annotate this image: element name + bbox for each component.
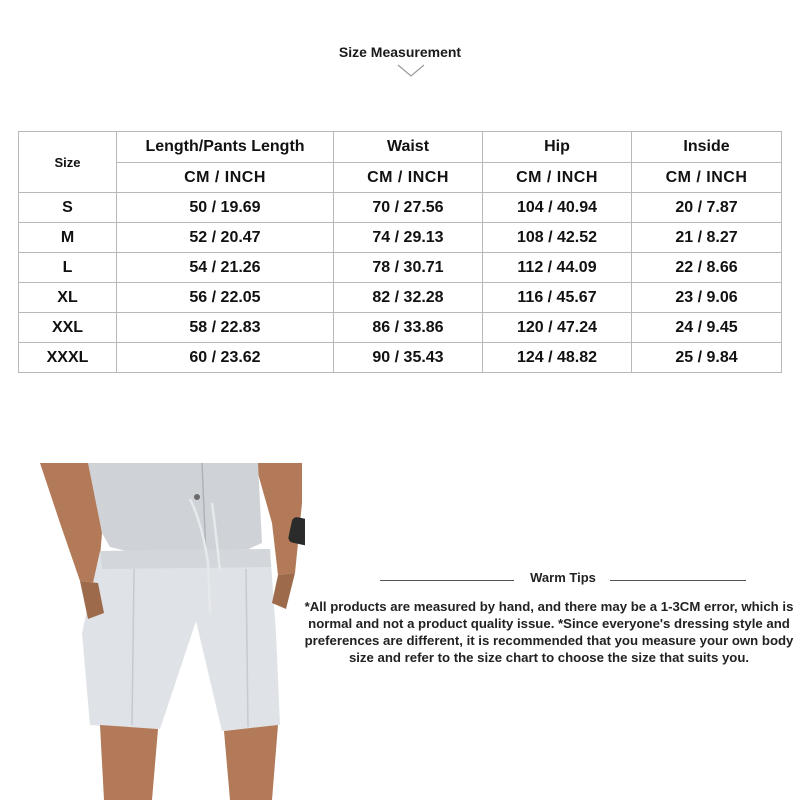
inside-cell: 24 / 9.45 bbox=[632, 313, 782, 343]
unit-header-row bbox=[19, 163, 782, 193]
hip-cell: 104 / 40.94 bbox=[483, 193, 632, 223]
size-column-header: Size bbox=[19, 132, 117, 193]
divider-right bbox=[610, 580, 746, 581]
product-photo bbox=[40, 463, 305, 800]
waist-cell: 86 / 33.86 bbox=[334, 313, 483, 343]
size-chart bbox=[18, 131, 781, 373]
waist-cell: 74 / 29.13 bbox=[334, 223, 483, 253]
column-header-length: Length/Pants Length bbox=[117, 132, 334, 163]
table-row bbox=[19, 313, 782, 343]
inside-cell: 23 / 9.06 bbox=[632, 283, 782, 313]
table-row bbox=[19, 223, 782, 253]
table-row bbox=[19, 193, 782, 223]
table-row bbox=[19, 283, 782, 313]
size-cell: XXXL bbox=[19, 343, 117, 373]
size-cell: XL bbox=[19, 283, 117, 313]
size-cell: M bbox=[19, 223, 117, 253]
inside-cell: 22 / 8.66 bbox=[632, 253, 782, 283]
waist-cell: 90 / 35.43 bbox=[334, 343, 483, 373]
chevron-down-icon bbox=[397, 64, 425, 78]
unit-label: CM / INCH bbox=[483, 163, 632, 193]
warm-tips-heading bbox=[380, 570, 746, 590]
size-cell: S bbox=[19, 193, 117, 223]
length-cell: 56 / 22.05 bbox=[117, 283, 334, 313]
length-cell: 54 / 21.26 bbox=[117, 253, 334, 283]
waist-cell: 70 / 27.56 bbox=[334, 193, 483, 223]
column-header-hip: Hip bbox=[483, 132, 632, 163]
unit-label: CM / INCH bbox=[334, 163, 483, 193]
table-row bbox=[19, 343, 782, 373]
size-cell: L bbox=[19, 253, 117, 283]
inside-cell: 25 / 9.84 bbox=[632, 343, 782, 373]
hip-cell: 124 / 48.82 bbox=[483, 343, 632, 373]
unit-label: CM / INCH bbox=[632, 163, 782, 193]
inside-cell: 20 / 7.87 bbox=[632, 193, 782, 223]
size-cell: XXL bbox=[19, 313, 117, 343]
table-header-row bbox=[19, 132, 782, 163]
length-cell: 52 / 20.47 bbox=[117, 223, 334, 253]
table-row bbox=[19, 253, 782, 283]
length-cell: 50 / 19.69 bbox=[117, 193, 334, 223]
inside-cell: 21 / 8.27 bbox=[632, 223, 782, 253]
waist-cell: 78 / 30.71 bbox=[334, 253, 483, 283]
column-header-waist: Waist bbox=[334, 132, 483, 163]
hip-cell: 116 / 45.67 bbox=[483, 283, 632, 313]
length-cell: 58 / 22.83 bbox=[117, 313, 334, 343]
column-header-inside: Inside bbox=[632, 132, 782, 163]
hip-cell: 120 / 47.24 bbox=[483, 313, 632, 343]
warm-tips-title: Warm Tips bbox=[530, 570, 596, 585]
header bbox=[0, 0, 800, 100]
size-table bbox=[18, 131, 782, 373]
hip-cell: 112 / 44.09 bbox=[483, 253, 632, 283]
warm-tips-text: *All products are measured by hand, and there may be a 1-3CM error, which is normal and not a product quality issue. *Since everyone's dressing style and preferences are different, it is recommended that you measure your own body size and refer to the size chart to choose the size that suits you. bbox=[304, 599, 794, 665]
length-cell: 60 / 23.62 bbox=[117, 343, 334, 373]
shorts-model-illustration bbox=[40, 463, 305, 800]
unit-label: CM / INCH bbox=[117, 163, 334, 193]
page-title: Size Measurement bbox=[338, 44, 462, 60]
hip-cell: 108 / 42.52 bbox=[483, 223, 632, 253]
waist-cell: 82 / 32.28 bbox=[334, 283, 483, 313]
